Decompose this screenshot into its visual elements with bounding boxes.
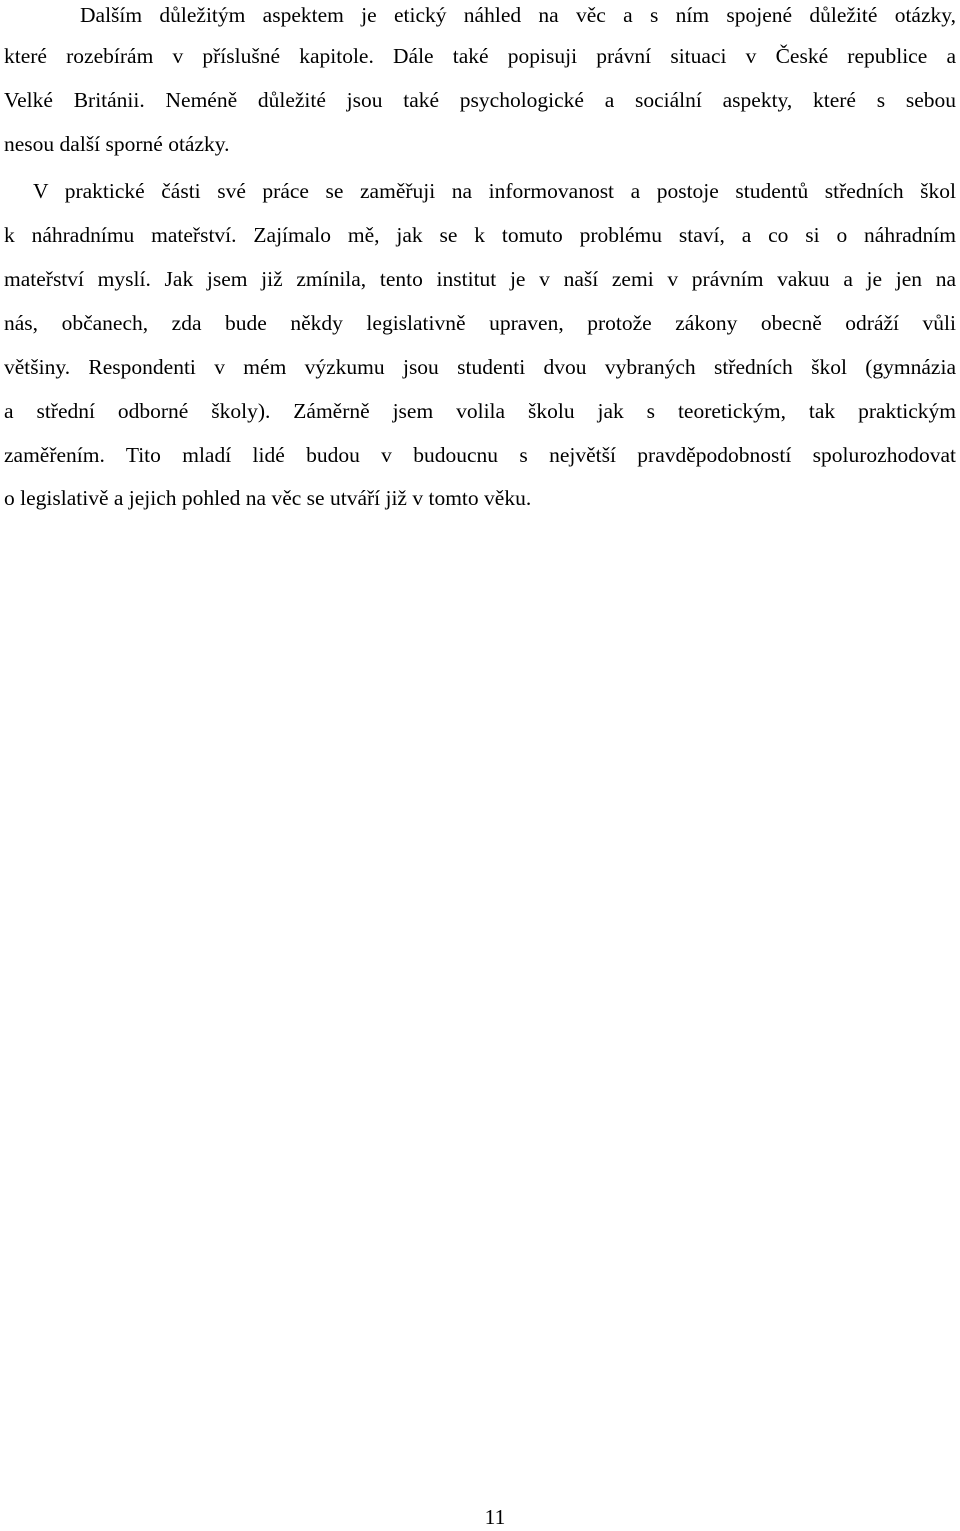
- page-number: 11: [484, 1505, 506, 1529]
- text-line: mateřství myslí. Jak jsem již zmínila, tento institut je v naší zemi v právním vakuu a je jen na: [4, 267, 956, 291]
- text-line: o legislativě a jejich pohled na věc se utváří již v tomto věku.: [4, 486, 532, 510]
- text-line: nesou další sporné otázky.: [4, 132, 230, 156]
- text-line: většiny. Respondenti v mém výzkumu jsou studenti dvou vybraných středních škol (gymnázia: [4, 355, 956, 379]
- text-line: které rozebírám v příslušné kapitole. Dále také popisuji právní situaci v České republice a: [4, 44, 956, 68]
- text-line: zaměřením. Tito mladí lidé budou v budoucnu s největší pravděpodobností spolurozhodovat: [4, 443, 956, 467]
- text-line: a střední odborné školy). Záměrně jsem volila školu jak s teoretickým, tak praktickým: [4, 399, 956, 423]
- text-line: Dalším důležitým aspektem je etický náhled na věc a s ním spojené důležité otázky,: [80, 3, 956, 27]
- text-line: nás, občanech, zda bude někdy legislativně upraven, protože zákony obecně odráží vůli: [4, 311, 956, 335]
- text-line: V praktické části své práce se zaměřuji na informovanost a postoje studentů středních škol: [33, 179, 956, 203]
- text-line: k náhradnímu mateřství. Zajímalo mě, jak se k tomuto problému staví, a co si o náhradním: [4, 223, 956, 247]
- text-line: Velké Británii. Neméně důležité jsou také psychologické a sociální aspekty, které s sebou: [4, 88, 956, 112]
